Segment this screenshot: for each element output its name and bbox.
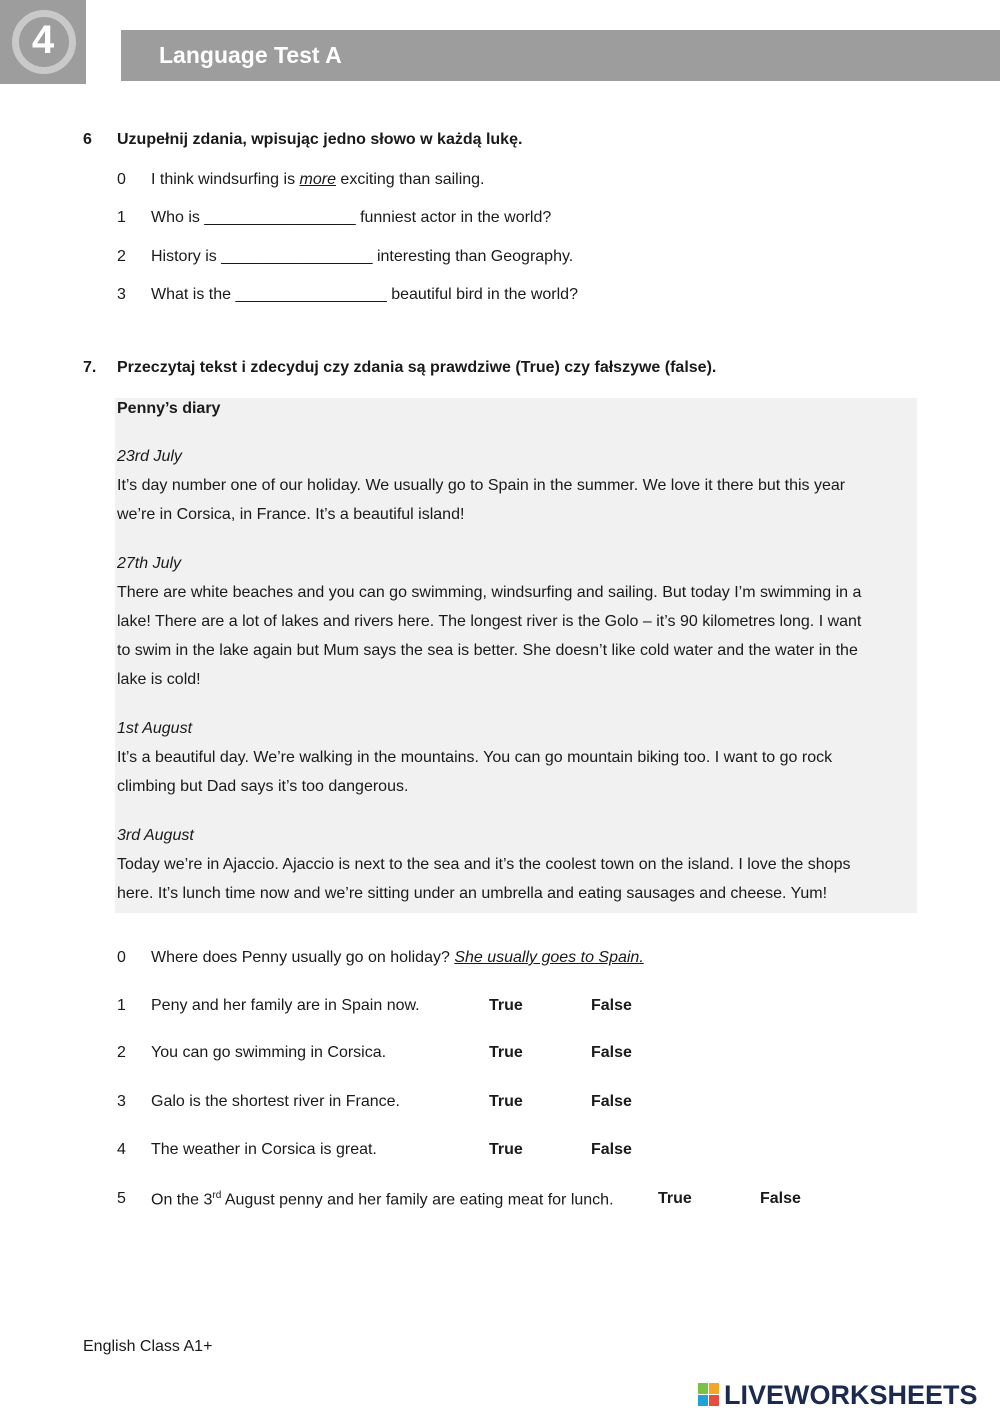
task6-item-3-number: 3 xyxy=(117,286,126,303)
liveworksheets-blocks-icon xyxy=(698,1383,720,1407)
diary-entry-2-line: to swim in the lake again but Mum says the sea is better. She doesn’t like cold water and the water in the xyxy=(117,642,858,659)
tf-item-1-false[interactable]: False xyxy=(591,997,632,1014)
tf-item-5-false[interactable]: False xyxy=(760,1190,801,1207)
tf-item-3-false[interactable]: False xyxy=(591,1093,632,1110)
task7-example xyxy=(151,949,644,967)
tf-item-5-sup: rd xyxy=(212,1190,222,1201)
task6-example xyxy=(151,171,485,189)
diary-entry-3 xyxy=(117,743,907,801)
diary-entry-1 xyxy=(117,471,907,529)
task6-example-answer: more xyxy=(299,171,336,188)
title-bar xyxy=(121,30,1000,81)
tf-item-2-true[interactable]: True xyxy=(489,1044,523,1061)
diary-entry-1-line: we’re in Corsica, in France. It’s a beautiful island! xyxy=(117,506,465,523)
diary-entry-2-line: lake! There are a lot of lakes and rivers here. The longest river is the Golo – it’s 90 kilometres long. I want xyxy=(117,613,862,630)
diary-date-3: 1st August xyxy=(117,720,193,737)
diary-entry-2-line: lake is cold! xyxy=(117,671,201,688)
task6-example-number: 0 xyxy=(117,171,126,188)
tf-item-3-number: 3 xyxy=(117,1093,126,1110)
task6-item-3-text[interactable]: What is the _________________ beautiful bird in the world? xyxy=(151,286,578,303)
task6-example-after: exciting than sailing. xyxy=(335,171,485,188)
tf-item-1-number: 1 xyxy=(117,997,126,1014)
tf-item-1-text: Peny and her family are in Spain now. xyxy=(151,997,420,1014)
tf-item-5-after: August penny and her family are eating meat for lunch. xyxy=(221,1191,614,1209)
diary-entry-1-line: It’s day number one of our holiday. We usually go to Spain in the summer. We love it there but this year xyxy=(117,477,846,494)
tf-item-5-true[interactable]: True xyxy=(658,1190,692,1207)
tf-item-3-text: Galo is the shortest river in France. xyxy=(151,1093,400,1110)
diary-entry-4-line: here. It’s lunch time now and we’re sitting under an umbrella and eating sausages and cheese. Yum! xyxy=(117,885,828,902)
tf-item-4-number: 4 xyxy=(117,1141,126,1158)
task7-number: 7. xyxy=(83,359,97,376)
task6-item-2-text[interactable]: History is _________________ interesting than Geography. xyxy=(151,248,574,265)
diary-entry-4 xyxy=(117,850,907,908)
tf-item-5-text xyxy=(151,1190,614,1209)
task7-example-answer: She usually goes to Spain. xyxy=(454,949,644,966)
task7-example-number: 0 xyxy=(117,949,126,966)
task7-instruction: Przeczytaj tekst i zdecyduj czy zdania są prawdziwe (True) czy fałszywe (false). xyxy=(117,359,717,376)
task6-item-2-number: 2 xyxy=(117,248,126,265)
diary-entry-3-line: It’s a beautiful day. We’re walking in the mountains. You can go mountain biking too. I want to go rock xyxy=(117,749,833,766)
task6-instruction: Uzupełnij zdania, wpisując jedno słowo w każdą lukę. xyxy=(117,131,523,148)
task6-item-1-text[interactable]: Who is _________________ funniest actor in the world? xyxy=(151,209,552,226)
diary-entry-4-line: Today we’re in Ajaccio. Ajaccio is next to the sea and it’s the coolest town on the island. I love the shops xyxy=(117,856,851,873)
tf-item-4-text: The weather in Corsica is great. xyxy=(151,1141,377,1158)
diary-box xyxy=(115,398,917,913)
tf-item-4-true[interactable]: True xyxy=(489,1141,523,1158)
diary-date-2: 27th July xyxy=(117,555,182,572)
tf-item-4-false[interactable]: False xyxy=(591,1141,632,1158)
tf-item-2-text: You can go swimming in Corsica. xyxy=(151,1044,387,1061)
tf-item-3-true[interactable]: True xyxy=(489,1093,523,1110)
unit-badge xyxy=(0,0,86,84)
diary-entry-3-line: climbing but Dad says it’s too dangerous. xyxy=(117,778,409,795)
task6-number: 6 xyxy=(83,131,92,148)
diary-title: Penny’s diary xyxy=(117,400,221,417)
tf-item-5-before: On the 3 xyxy=(151,1191,213,1209)
task6-item-1-number: 1 xyxy=(117,209,126,226)
footer-class-label: English Class A1+ xyxy=(83,1338,213,1355)
task7-example-question: Where does Penny usually go on holiday? xyxy=(151,949,455,966)
diary-date-1: 23rd July xyxy=(117,448,182,465)
tf-item-1-true[interactable]: True xyxy=(489,997,523,1014)
liveworksheets-wordmark: LIVEWORKSHEETS xyxy=(724,1380,978,1410)
unit-number: 4 xyxy=(31,18,55,62)
tf-item-5-number: 5 xyxy=(117,1190,126,1207)
page-title: Language Test A xyxy=(159,42,342,68)
diary-entry-2 xyxy=(117,578,907,694)
diary-date-4: 3rd August xyxy=(117,827,194,844)
task6-example-before: I think windsurfing is xyxy=(151,171,300,188)
tf-item-2-number: 2 xyxy=(117,1044,126,1061)
tf-item-2-false[interactable]: False xyxy=(591,1044,632,1061)
diary-entry-2-line: There are white beaches and you can go swimming, windsurfing and sailing. But today I’m swimming in a xyxy=(117,584,862,601)
